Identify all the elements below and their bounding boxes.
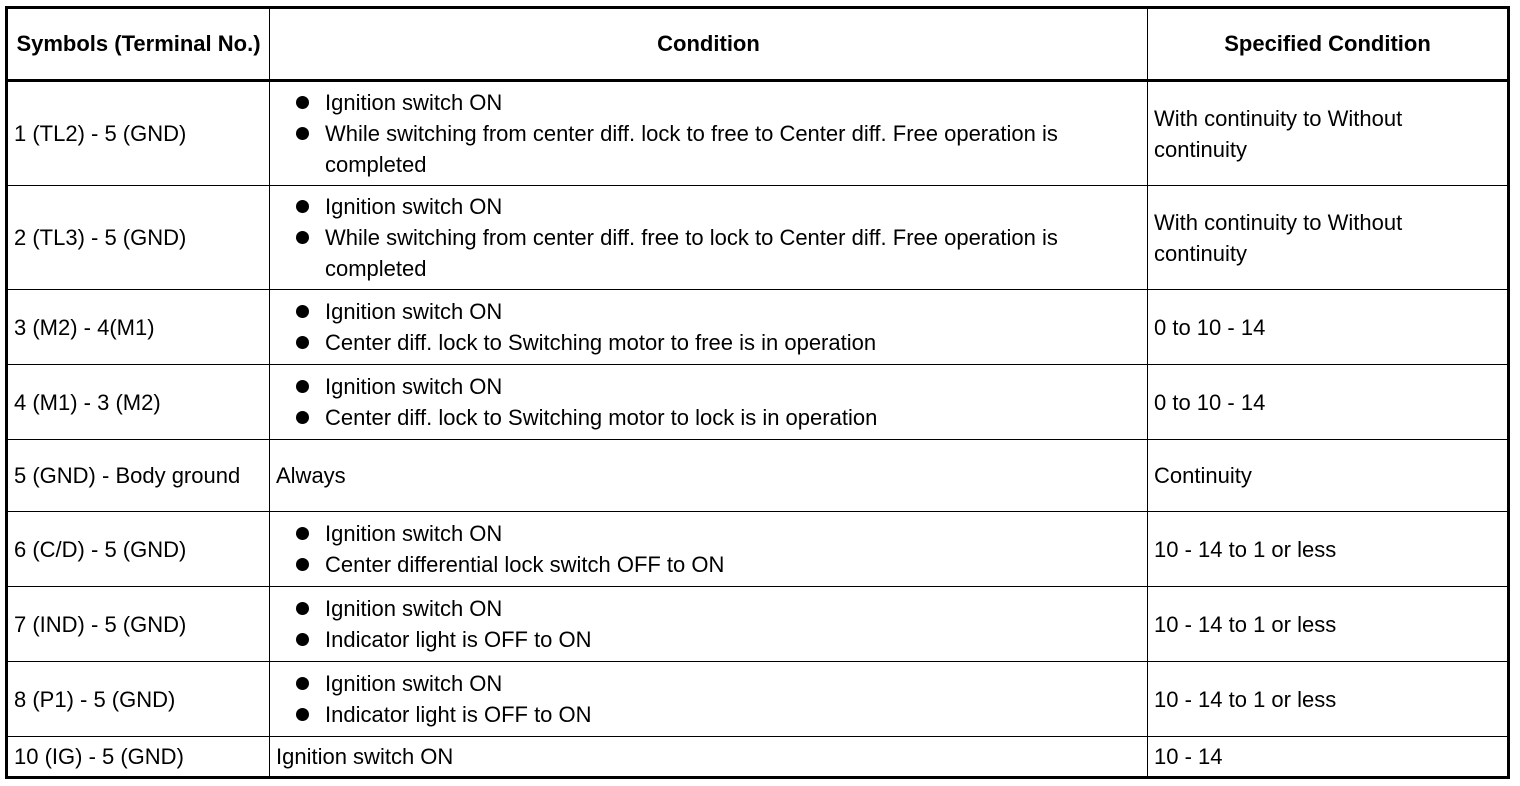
condition-list: [276, 518, 1141, 580]
condition-cell: [270, 186, 1148, 290]
condition-cell: Ignition switch ON: [270, 737, 1148, 778]
table-row: [7, 440, 1509, 512]
symbol-cell: 10 (IG) - 5 (GND): [7, 737, 270, 778]
condition-item: Ignition switch ON: [276, 296, 1141, 327]
condition-item: While switching from center diff. lock to free to Center diff. Free operation is completed: [276, 118, 1141, 180]
symbol-cell: 4 (M1) - 3 (M2): [7, 365, 270, 440]
condition-list: [276, 87, 1141, 180]
condition-list: [276, 668, 1141, 730]
specified-cell: 0 to 10 - 14: [1148, 290, 1509, 365]
condition-item: Center diff. lock to Switching motor to lock is in operation: [276, 402, 1141, 433]
symbol-cell: 3 (M2) - 4(M1): [7, 290, 270, 365]
symbol-cell: 2 (TL3) - 5 (GND): [7, 186, 270, 290]
specified-cell: 10 - 14 to 1 or less: [1148, 587, 1509, 662]
condition-item: Ignition switch ON: [276, 518, 1141, 549]
specified-cell: With continuity to Without continuity: [1148, 186, 1509, 290]
table-row: [7, 290, 1509, 365]
symbol-cell: 8 (P1) - 5 (GND): [7, 662, 270, 737]
table-row: [7, 186, 1509, 290]
specified-cell: 10 - 14: [1148, 737, 1509, 778]
condition-cell: [270, 512, 1148, 587]
condition-cell: Always: [270, 440, 1148, 512]
condition-cell: [270, 81, 1148, 186]
symbol-cell: 6 (C/D) - 5 (GND): [7, 512, 270, 587]
specified-cell: 0 to 10 - 14: [1148, 365, 1509, 440]
specified-cell: Continuity: [1148, 440, 1509, 512]
symbol-cell: 1 (TL2) - 5 (GND): [7, 81, 270, 186]
header-symbols: Symbols (Terminal No.): [7, 8, 270, 81]
condition-item: Ignition switch ON: [276, 371, 1141, 402]
condition-cell: [270, 587, 1148, 662]
symbol-cell: 5 (GND) - Body ground: [7, 440, 270, 512]
specified-cell: 10 - 14 to 1 or less: [1148, 512, 1509, 587]
condition-item: Indicator light is OFF to ON: [276, 699, 1141, 730]
condition-item: Ignition switch ON: [276, 87, 1141, 118]
terminal-inspection-table: [5, 6, 1510, 779]
condition-item: While switching from center diff. free to lock to Center diff. Free operation is completed: [276, 222, 1141, 284]
condition-list: [276, 371, 1141, 433]
table-row: [7, 587, 1509, 662]
condition-item: Ignition switch ON: [276, 668, 1141, 699]
header-specified-condition: Specified Condition: [1148, 8, 1509, 81]
table-row: [7, 365, 1509, 440]
symbol-cell: 7 (IND) - 5 (GND): [7, 587, 270, 662]
condition-cell: [270, 365, 1148, 440]
condition-cell: [270, 290, 1148, 365]
condition-list: [276, 593, 1141, 655]
condition-item: Ignition switch ON: [276, 593, 1141, 624]
condition-item: Center differential lock switch OFF to ON: [276, 549, 1141, 580]
specified-cell: 10 - 14 to 1 or less: [1148, 662, 1509, 737]
specified-cell: With continuity to Without continuity: [1148, 81, 1509, 186]
condition-list: [276, 296, 1141, 358]
table-row: [7, 662, 1509, 737]
condition-list: [276, 191, 1141, 284]
table-row: [7, 512, 1509, 587]
condition-item: Indicator light is OFF to ON: [276, 624, 1141, 655]
condition-item: Ignition switch ON: [276, 191, 1141, 222]
header-condition: Condition: [270, 8, 1148, 81]
table-row: [7, 81, 1509, 186]
condition-cell: [270, 662, 1148, 737]
table-row: [7, 737, 1509, 778]
condition-item: Center diff. lock to Switching motor to free is in operation: [276, 327, 1141, 358]
table-header-row: [7, 8, 1509, 81]
